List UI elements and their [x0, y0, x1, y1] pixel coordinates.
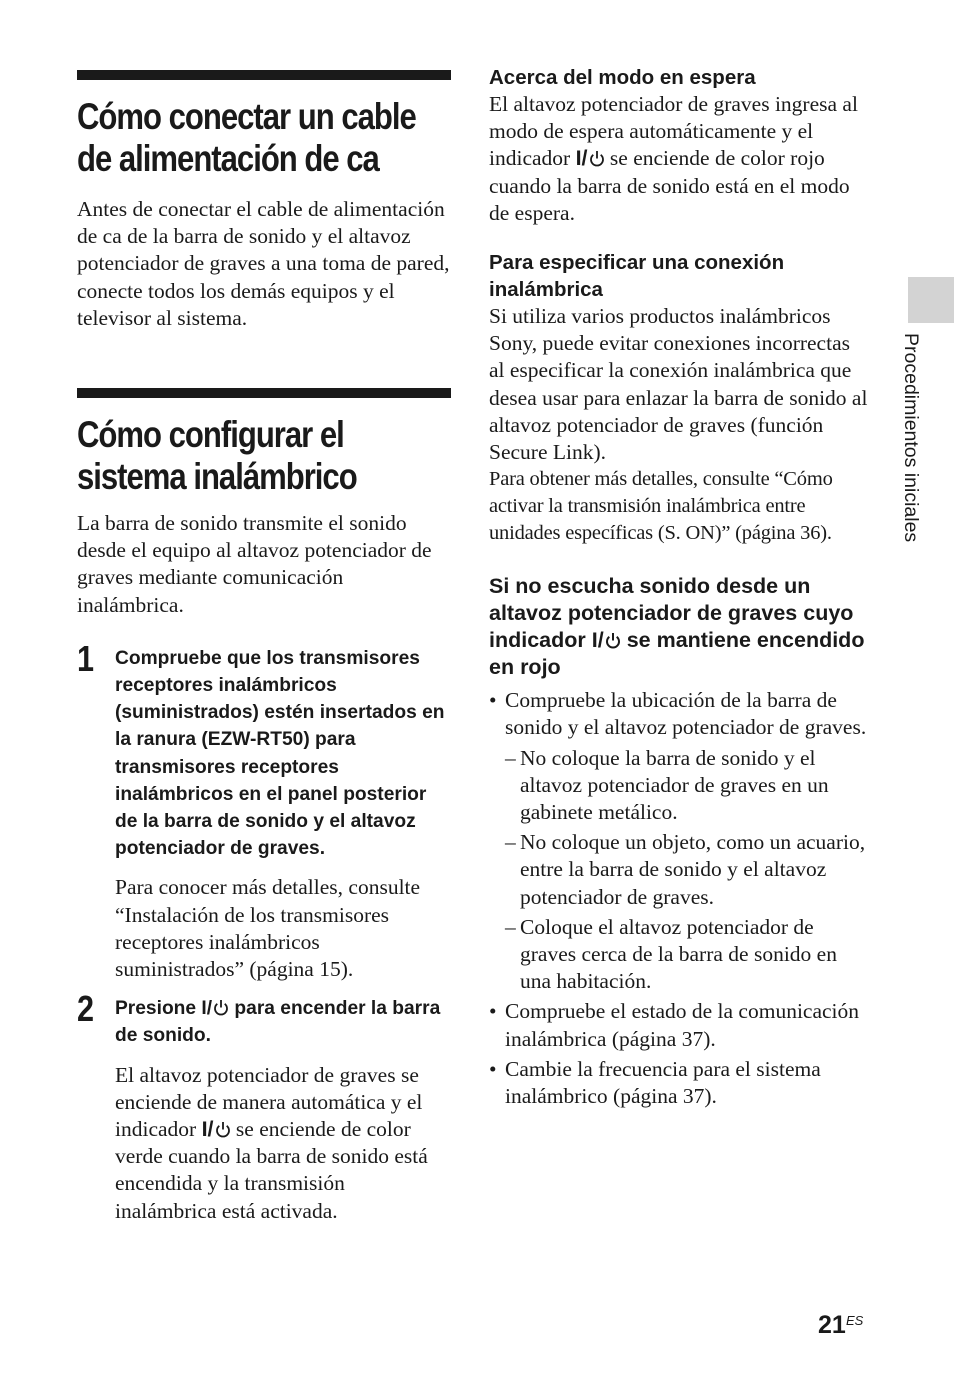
step-body-text: El altavoz potenciador de graves se enciende de manera automática y el indicador	[115, 1062, 423, 1142]
wireless-link-section	[489, 249, 869, 547]
step-body: Para conocer más detalles, consulte “Instalación de los transmisores receptores inalámbricos suministrados” (página 15).	[115, 875, 421, 982]
wireless-body: Si utiliza varios productos inalámbricos Sony, puede evitar conexiones incorrectas al especificar la conexión inalámbrica que desea usar para enlazar la barra de sonido al altavoz potenciador de graves (función Secure Link).	[489, 304, 868, 465]
step-number: 2	[77, 988, 95, 1030]
standby-body	[489, 91, 869, 227]
power-prefix: I/	[575, 146, 588, 171]
section-body: Antes de conectar el cable de alimentación de ca de la barra de sonido y el altavoz potenciador de graves a una toma de pared, conecte todos los demás equipos y el televisor al sistema.	[77, 197, 450, 330]
no-sound-section	[489, 573, 869, 1110]
section-tab-label: Procedimientos iniciales	[900, 333, 922, 543]
power-icon	[605, 632, 621, 650]
subheading: Para especificar una conexión inalámbrica	[489, 251, 785, 302]
list-item: • Compruebe el estado de la comunicación inalámbrica (página 37).	[489, 998, 869, 1052]
bullet-list	[489, 687, 869, 1110]
power-icon	[215, 1121, 231, 1139]
wireless-note: Para obtener más detalles, consulte “Cómo activar la transmisión inalámbrica entre unidades específicas (S. ON)” (página 36).	[489, 468, 833, 545]
step-heading-text: Presione	[115, 998, 197, 1020]
power-symbol	[576, 145, 605, 172]
step-heading-text: para encender la barra de sonido.	[115, 998, 441, 1047]
power-icon	[213, 999, 229, 1017]
step-heading	[115, 995, 451, 1049]
page-language-suffix: ES	[846, 1313, 864, 1328]
dash-list	[505, 745, 869, 996]
step-1	[77, 637, 451, 983]
dash-item: – Coloque el altavoz potenciador de graves cerca de la barra de sonido en una habitación.	[505, 914, 869, 996]
subheading	[489, 573, 869, 681]
list-item: • Cambie la frecuencia para el sistema inalámbrico (página 37).	[489, 1056, 869, 1110]
list-item-text: Compruebe la ubicación de la barra de sonido y el altavoz potenciador de graves.	[505, 688, 867, 740]
left-column	[77, 70, 451, 1225]
dash-item: – No coloque un objeto, como un acuario, entre la barra de sonido y el altavoz potenciador de graves.	[505, 829, 869, 911]
standby-section	[489, 64, 869, 227]
section-tab-marker	[908, 277, 954, 323]
page-number: 21	[818, 1311, 846, 1339]
power-symbol	[592, 627, 621, 654]
section-title: Cómo configurar el sistema inalámbrico	[77, 414, 357, 498]
subheading: Acerca del modo en espera	[489, 66, 756, 89]
power-prefix: I/	[201, 998, 213, 1020]
subheading-text: Si no escucha sonido desde un altavoz potenciador de graves cuyo indicador	[489, 574, 854, 653]
power-prefix: I/	[201, 1117, 214, 1142]
section-intro: La barra de sonido transmite el sonido desde el equipo al altavoz potenciador de graves mediante comunicación inalámbrica.	[77, 511, 432, 617]
step-body	[115, 1062, 451, 1225]
subheading-text: se mantiene encendido en rojo	[489, 628, 865, 680]
section-title: Cómo conectar un cable de alimentación de ca	[77, 96, 416, 179]
power-prefix: I/	[591, 628, 604, 653]
list-item	[489, 687, 869, 995]
step-body-text: se enciende de color verde cuando la barra de sonido está encendida y la transmisión inalámbrica está activada.	[115, 1117, 428, 1223]
step-2	[77, 988, 451, 1225]
section-rule	[77, 388, 451, 398]
power-symbol	[202, 1116, 231, 1143]
power-icon	[589, 150, 605, 168]
step-heading: Compruebe que los transmisores receptores inalámbricos (suministrados) estén insertados en la ranura (EZW-RT50) para transmisores receptores inalámbricos en el panel posterior de la barra de sonido y el altavoz potenciador de graves.	[115, 647, 445, 860]
power-symbol	[201, 995, 229, 1022]
section-power-cable	[77, 70, 451, 332]
dash-item: – No coloque la barra de sonido y el altavoz potenciador de graves en un gabinete metálico.	[505, 745, 869, 827]
body-text: se enciende de color rojo cuando la barra de sonido está en el modo de espera.	[489, 146, 850, 225]
section-rule	[77, 70, 451, 80]
right-column	[489, 64, 869, 1113]
body-text: El altavoz potenciador de graves ingresa al modo de espera automáticamente y el indicador	[489, 92, 858, 171]
section-wireless-setup	[77, 388, 451, 1225]
step-number: 1	[77, 637, 95, 679]
